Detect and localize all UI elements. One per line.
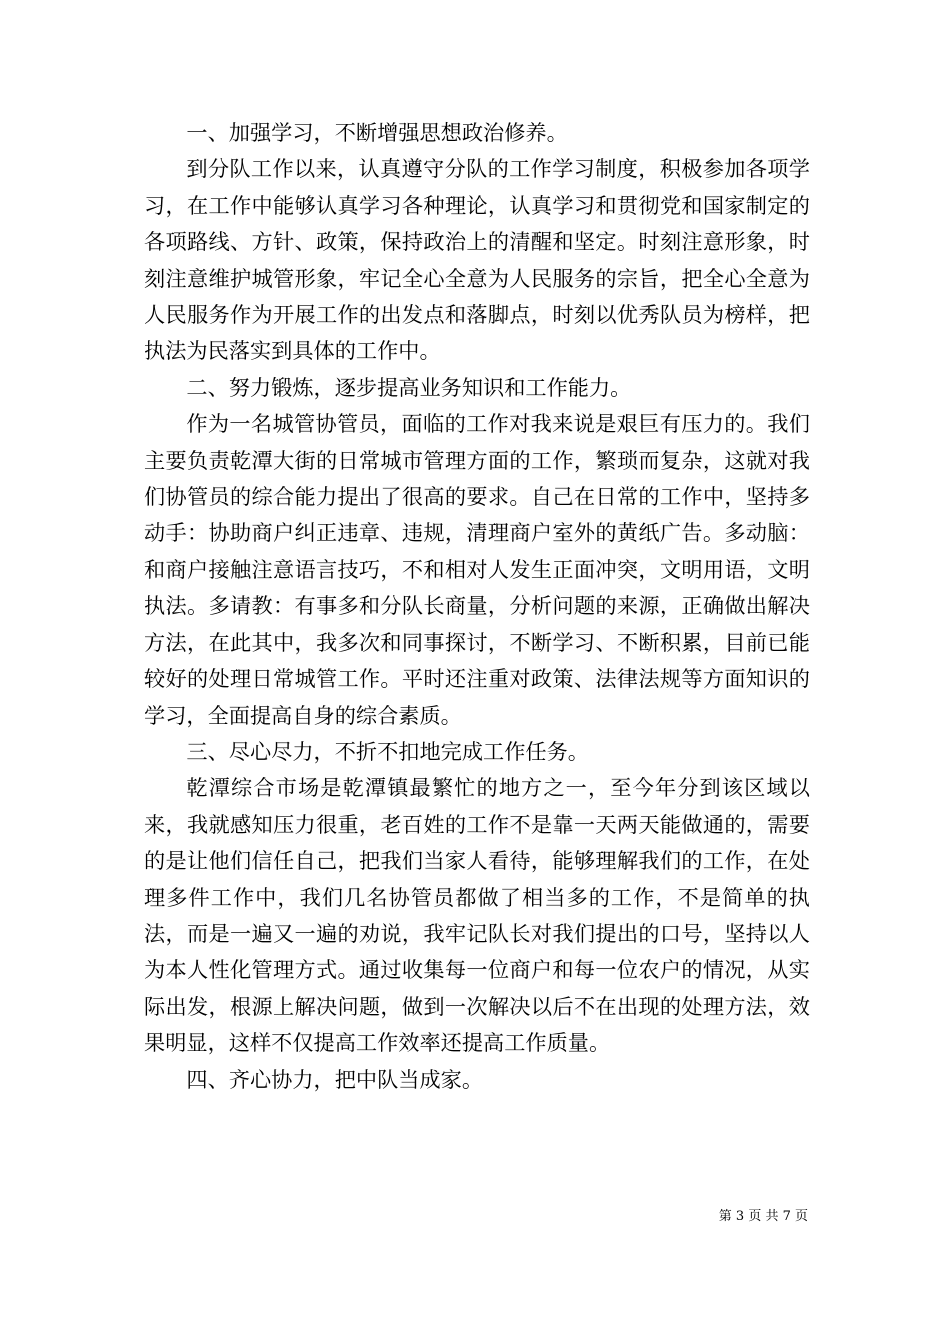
paragraph-3: 乾潭综合市场是乾潭镇最繁忙的地方之一，至今年分到该区域以来，我就感知压力很重，老百姓的工作不是靠一天两天能做通的，需要的是让他们信任自己，把我们当家人看待，能够理解我们的工作，在处理多件工作中，我们几名协管员都做了相当多的工作，不是简单的执法，而是一遍又一遍的劝说，我牢记队长对我们提出的口号，坚持以人为本人性化管理方式。通过收集每一位商户和每一位农户的情况，从实际出发，根源上解决问题，做到一次解决以后不在出现的处理方法，效果明显，这样不仅提高工作效率还提高工作质量。	[144, 775, 810, 1056]
page-number: 第 3 页 共 7 页	[718, 1209, 808, 1224]
section-heading-4: 四、齐心协力，把中队当成家。	[186, 1066, 484, 1092]
section-heading-2: 二、努力锻炼，逐步提高业务知识和工作能力。	[186, 374, 632, 400]
paragraph-2: 作为一名城管协管员，面临的工作对我来说是艰巨有压力的。我们主要负责乾潭大街的日常城市管理方面的工作，繁琐而复杂，这就对我们协管员的综合能力提出了很高的要求。自己在日常的工作中，坚持多动手：协助商户纠正违章、违规，清理商户室外的黄纸广告。多动脑：和商户接触注意语言技巧，不和相对人发生正面冲突，文明用语，文明执法。多请教：有事多和分队长商量，分析问题的来源，正确做出解决方法，在此其中，我多次和同事探讨，不断学习、不断积累，目前已能较好的处理日常城管工作。平时还注重对政策、法律法规等方面知识的学习，全面提高自身的综合素质。	[144, 411, 810, 728]
section-heading-3: 三、尽心尽力，不折不扣地完成工作任务。	[186, 738, 589, 764]
document-body	[144, 115, 810, 1098]
paragraph-1: 到分队工作以来，认真遵守分队的工作学习制度，积极参加各项学习，在工作中能够认真学习各种理论，认真学习和贯彻党和国家制定的各项路线、方针、政策，保持政治上的清醒和坚定。时刻注意形象，时刻注意维护城管形象，牢记全心全意为人民服务的宗旨，把全心全意为人民服务作为开展工作的出发点和落脚点，时刻以优秀队员为榜样，把执法为民落实到具体的工作中。	[144, 156, 810, 364]
section-heading-1: 一、加强学习，不断增强思想政治修养。	[186, 120, 568, 145]
